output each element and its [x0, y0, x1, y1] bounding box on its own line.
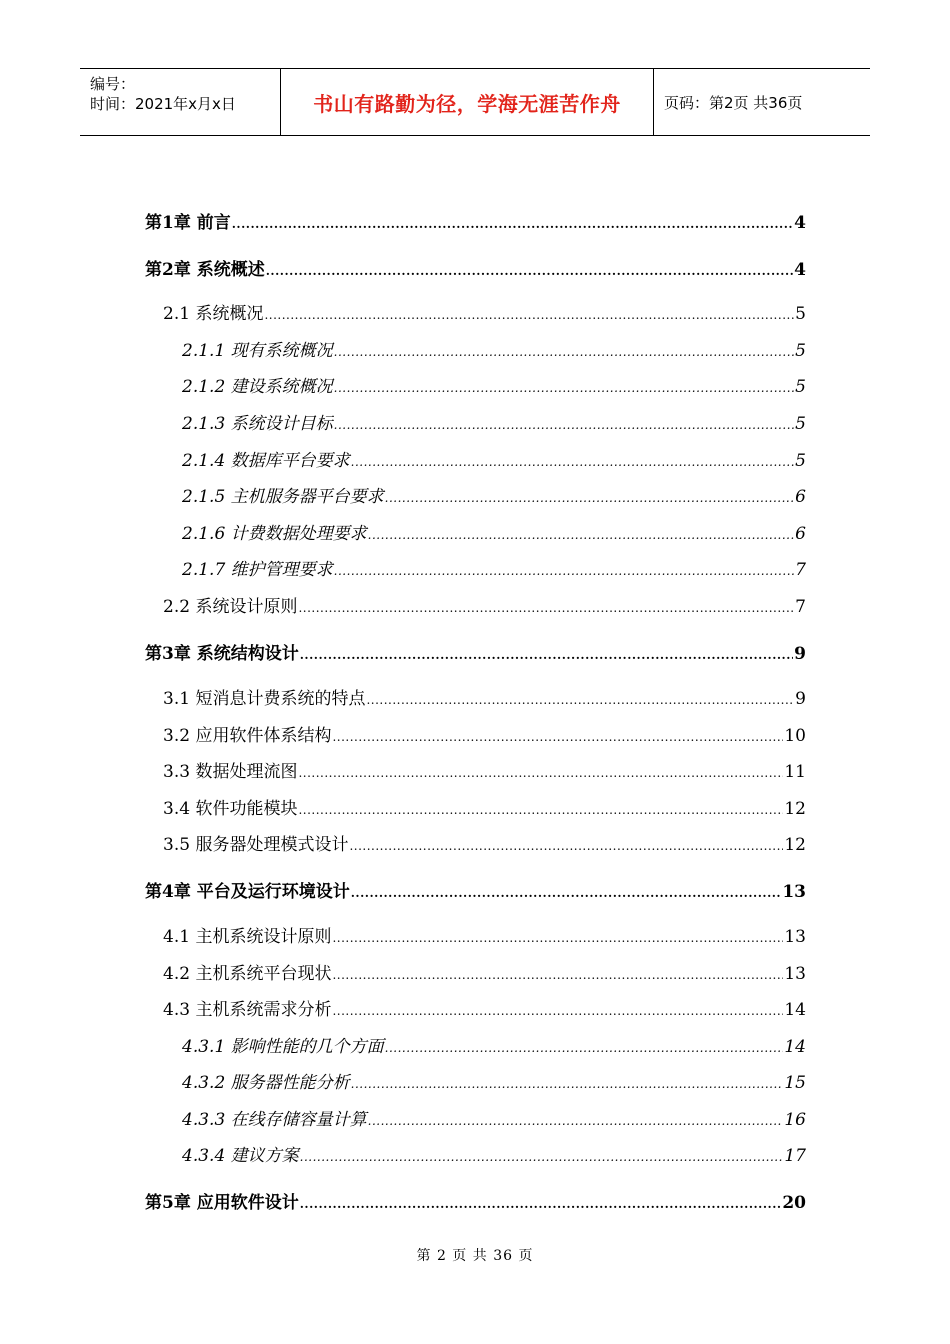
toc-entry-title: 2.1.7 维护管理要求	[182, 560, 333, 580]
toc-entry[interactable]	[145, 336, 806, 361]
toc-dot-leader	[332, 730, 783, 744]
header-meta-cell	[80, 69, 281, 135]
toc-entry-page: 7	[795, 597, 806, 617]
toc-entry[interactable]	[145, 446, 806, 471]
toc-entry-title: 3.2 应用软件体系结构	[163, 726, 332, 746]
toc-entry-title: 2.1.3 系统设计目标	[182, 414, 333, 434]
toc-dot-leader	[300, 648, 793, 662]
toc-dot-leader	[368, 528, 795, 542]
toc-dot-leader	[298, 601, 794, 615]
toc-dot-leader	[264, 308, 794, 322]
toc-entry-page: 15	[784, 1073, 806, 1093]
toc-dot-leader	[332, 1004, 783, 1018]
toc-entry-title: 2.1 系统概况	[163, 304, 264, 324]
header-page-info: 页码：第2页 共36页	[664, 93, 803, 112]
toc-entry-title: 4.3.2 服务器性能分析	[182, 1073, 350, 1093]
toc-entry[interactable]	[145, 757, 806, 782]
toc-dot-leader	[351, 455, 795, 469]
toc-dot-leader	[368, 1114, 784, 1128]
toc-entry[interactable]	[145, 794, 806, 819]
toc-dot-leader	[332, 931, 783, 945]
toc-entry-title: 第2章 系统概述	[145, 260, 265, 280]
toc-entry-title: 2.1.6 计费数据处理要求	[182, 524, 367, 544]
toc-entry-page: 17	[784, 1146, 806, 1166]
toc-entry-title: 3.5 服务器处理模式设计	[163, 835, 349, 855]
toc-entry-title: 4.1 主机系统设计原则	[163, 927, 332, 947]
toc-entry-title: 4.3.4 建议方案	[182, 1146, 299, 1166]
toc-entry[interactable]	[145, 1032, 806, 1057]
toc-entry-title: 3.1 短消息计费系统的特点	[163, 689, 366, 709]
toc-entry[interactable]	[145, 519, 806, 544]
toc-entry-page: 11	[784, 762, 806, 782]
toc-entry-title: 2.1.2 建设系统概况	[182, 377, 333, 397]
toc-entry[interactable]	[145, 1188, 806, 1213]
toc-entry-page: 6	[795, 487, 806, 507]
toc-entry-page: 9	[795, 689, 806, 709]
page-header	[80, 68, 870, 136]
toc-dot-leader	[298, 766, 783, 780]
toc-entry[interactable]	[145, 1141, 806, 1166]
toc-entry-page: 5	[795, 451, 806, 471]
toc-entry-title: 2.1.5 主机服务器平台要求	[182, 487, 384, 507]
toc-entry[interactable]	[145, 995, 806, 1020]
toc-dot-leader	[334, 564, 795, 578]
toc-dot-leader	[334, 345, 795, 359]
toc-entry-page: 7	[795, 560, 806, 580]
toc-entry[interactable]	[145, 959, 806, 984]
toc-entry-title: 2.1.1 现有系统概况	[182, 341, 333, 361]
toc-entry-page: 6	[795, 524, 806, 544]
toc-entry-title: 2.1.4 数据库平台要求	[182, 451, 350, 471]
toc-dot-leader	[300, 1150, 784, 1164]
toc-entry-page: 14	[784, 1000, 806, 1020]
toc-entry-page: 12	[784, 835, 806, 855]
date-line: 时间：2021年x月x日	[90, 95, 236, 113]
toc-entry-title: 4.2 主机系统平台现状	[163, 964, 332, 984]
toc-entry-page: 4	[794, 260, 806, 280]
toc-dot-leader	[300, 1197, 782, 1211]
toc-entry-title: 2.2 系统设计原则	[163, 597, 298, 617]
toc-entry[interactable]	[145, 299, 806, 324]
toc-dot-leader	[298, 803, 783, 817]
toc-entry-page: 4	[794, 213, 806, 233]
toc-entry-title: 4.3.3 在线存储容量计算	[182, 1110, 367, 1130]
toc-entry-title: 第4章 平台及运行环境设计	[145, 882, 350, 902]
toc-entry-page: 5	[795, 414, 806, 434]
toc-entry[interactable]	[145, 639, 806, 664]
toc-entry-title: 第1章 前言	[145, 213, 231, 233]
toc-entry-page: 5	[795, 304, 806, 324]
toc-dot-leader	[232, 217, 793, 231]
toc-entry[interactable]	[145, 482, 806, 507]
toc-dot-leader	[385, 1041, 784, 1055]
toc-dot-leader	[351, 1077, 784, 1091]
toc-entry[interactable]	[145, 555, 806, 580]
toc-dot-leader	[334, 418, 795, 432]
toc-entry[interactable]	[145, 255, 806, 280]
toc-entry-title: 3.4 软件功能模块	[163, 799, 298, 819]
toc-entry-title: 4.3.1 影响性能的几个方面	[182, 1037, 384, 1057]
toc-entry-page: 13	[784, 964, 806, 984]
toc-dot-leader	[334, 381, 795, 395]
toc-entry[interactable]	[145, 830, 806, 855]
toc-entry[interactable]	[145, 592, 806, 617]
toc-entry-page: 10	[784, 726, 806, 746]
toc-entry[interactable]	[145, 409, 806, 434]
toc-dot-leader	[366, 693, 794, 707]
toc-dot-leader	[351, 886, 782, 900]
toc-entry-page: 13	[784, 927, 806, 947]
toc-entry-title: 第5章 应用软件设计	[145, 1193, 299, 1213]
toc-entry-title: 第3章 系统结构设计	[145, 644, 299, 664]
toc-entry-page: 13	[782, 882, 806, 902]
toc-entry-page: 12	[784, 799, 806, 819]
toc-entry-page: 5	[795, 377, 806, 397]
toc-dot-leader	[266, 264, 793, 278]
toc-entry[interactable]	[145, 208, 806, 233]
toc-entry[interactable]	[145, 922, 806, 947]
toc-entry[interactable]	[145, 372, 806, 397]
header-motto: 书山有路勤为径，学海无涯苦作舟	[281, 69, 654, 135]
toc-entry[interactable]	[145, 721, 806, 746]
toc-entry-page: 14	[784, 1037, 806, 1057]
serial-label: 编号：	[90, 75, 136, 93]
toc-dot-leader	[349, 839, 783, 853]
toc-entry[interactable]	[145, 1068, 806, 1093]
toc-entry-title: 4.3 主机系统需求分析	[163, 1000, 332, 1020]
toc-entry[interactable]	[145, 684, 806, 709]
toc-dot-leader	[385, 491, 795, 505]
toc-entry-page: 5	[795, 341, 806, 361]
toc-entry-page: 9	[794, 644, 806, 664]
toc-entry-page: 20	[782, 1193, 806, 1213]
toc-entry[interactable]	[145, 1105, 806, 1130]
toc-entry-title: 3.3 数据处理流图	[163, 762, 298, 782]
toc-entry[interactable]	[145, 877, 806, 902]
toc-entry-page: 16	[784, 1110, 806, 1130]
toc-dot-leader	[332, 968, 783, 982]
page-footer: 第 2 页 共 36 页	[416, 1248, 534, 1264]
